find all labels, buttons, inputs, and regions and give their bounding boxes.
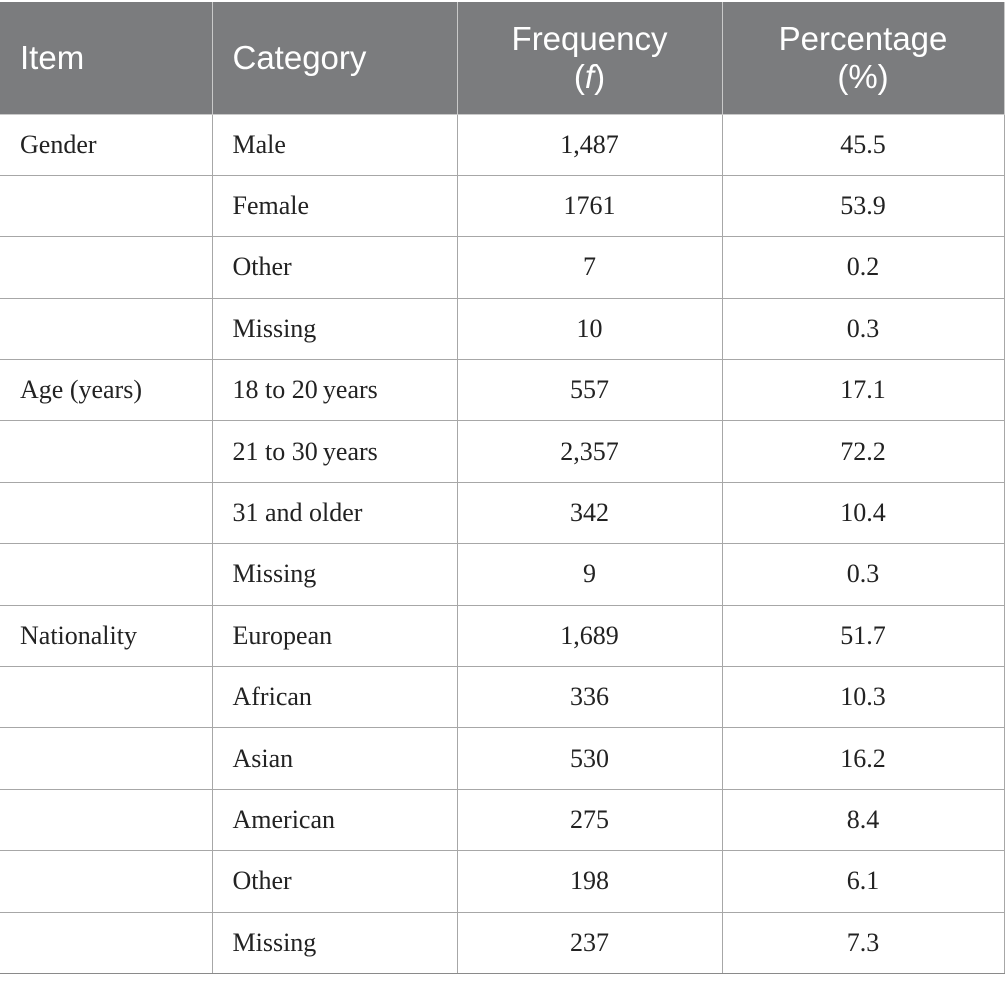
item-cell — [0, 175, 212, 236]
percentage-cell: 45.5 — [722, 114, 1004, 175]
frequency-cell: 9 — [457, 544, 722, 605]
category-cell: Missing — [212, 912, 457, 973]
header-frequency — [457, 2, 722, 114]
table-header — [0, 2, 1004, 114]
table-row — [0, 175, 1004, 236]
item-cell — [0, 544, 212, 605]
category-cell: Male — [212, 114, 457, 175]
table-row — [0, 298, 1004, 359]
item-cell — [0, 298, 212, 359]
percentage-cell: 0.3 — [722, 544, 1004, 605]
table-row — [0, 851, 1004, 912]
frequency-cell: 1761 — [457, 175, 722, 236]
table-row — [0, 421, 1004, 482]
frequency-cell: 237 — [457, 912, 722, 973]
table-row — [0, 237, 1004, 298]
category-cell: 31 and older — [212, 482, 457, 543]
header-percentage-unit: (%) — [837, 57, 889, 95]
frequency-close-paren: ) — [594, 57, 606, 95]
frequency-cell: 336 — [457, 667, 722, 728]
table-row — [0, 728, 1004, 789]
header-row — [0, 2, 1004, 114]
item-cell — [0, 789, 212, 850]
percentage-cell: 7.3 — [722, 912, 1004, 973]
frequency-cell: 342 — [457, 482, 722, 543]
category-cell: African — [212, 667, 457, 728]
category-cell: Female — [212, 175, 457, 236]
category-cell: Other — [212, 851, 457, 912]
percentage-cell: 72.2 — [722, 421, 1004, 482]
frequency-cell: 1,689 — [457, 605, 722, 666]
category-cell: 18 to 20 years — [212, 360, 457, 421]
category-cell: 21 to 30 years — [212, 421, 457, 482]
demographics-table — [0, 2, 1005, 974]
item-cell — [0, 482, 212, 543]
item-cell: Age (years) — [0, 360, 212, 421]
table-row — [0, 789, 1004, 850]
table-row — [0, 482, 1004, 543]
category-cell: Missing — [212, 298, 457, 359]
table-body — [0, 114, 1004, 973]
header-frequency-unit — [478, 58, 702, 96]
category-cell: European — [212, 605, 457, 666]
item-cell — [0, 237, 212, 298]
table-row — [0, 912, 1004, 973]
percentage-cell: 16.2 — [722, 728, 1004, 789]
table-row — [0, 605, 1004, 666]
category-cell: American — [212, 789, 457, 850]
table-row — [0, 544, 1004, 605]
frequency-cell: 275 — [457, 789, 722, 850]
percentage-cell: 10.3 — [722, 667, 1004, 728]
frequency-cell: 1,487 — [457, 114, 722, 175]
item-cell: Gender — [0, 114, 212, 175]
percentage-cell: 17.1 — [722, 360, 1004, 421]
percentage-cell: 10.4 — [722, 482, 1004, 543]
header-item: Item — [0, 2, 212, 114]
table-row — [0, 667, 1004, 728]
category-cell: Asian — [212, 728, 457, 789]
item-cell — [0, 667, 212, 728]
frequency-open-paren: ( — [573, 57, 585, 95]
percentage-cell: 0.2 — [722, 237, 1004, 298]
header-frequency-label: Frequency — [511, 19, 668, 57]
frequency-cell: 198 — [457, 851, 722, 912]
table-row — [0, 114, 1004, 175]
frequency-cell: 10 — [457, 298, 722, 359]
item-cell — [0, 728, 212, 789]
category-cell: Other — [212, 237, 457, 298]
frequency-cell: 557 — [457, 360, 722, 421]
percentage-cell: 8.4 — [722, 789, 1004, 850]
item-cell — [0, 851, 212, 912]
percentage-cell: 0.3 — [722, 298, 1004, 359]
header-percentage-label: Percentage — [778, 19, 948, 57]
frequency-cell: 7 — [457, 237, 722, 298]
item-cell: Nationality — [0, 605, 212, 666]
header-percentage — [722, 2, 1004, 114]
header-category: Category — [212, 2, 457, 114]
percentage-cell: 53.9 — [722, 175, 1004, 236]
frequency-cell: 530 — [457, 728, 722, 789]
percentage-cell: 6.1 — [722, 851, 1004, 912]
percentage-cell: 51.7 — [722, 605, 1004, 666]
item-cell — [0, 421, 212, 482]
frequency-symbol: f — [584, 57, 595, 95]
table-row — [0, 360, 1004, 421]
category-cell: Missing — [212, 544, 457, 605]
item-cell — [0, 912, 212, 973]
frequency-cell: 2,357 — [457, 421, 722, 482]
